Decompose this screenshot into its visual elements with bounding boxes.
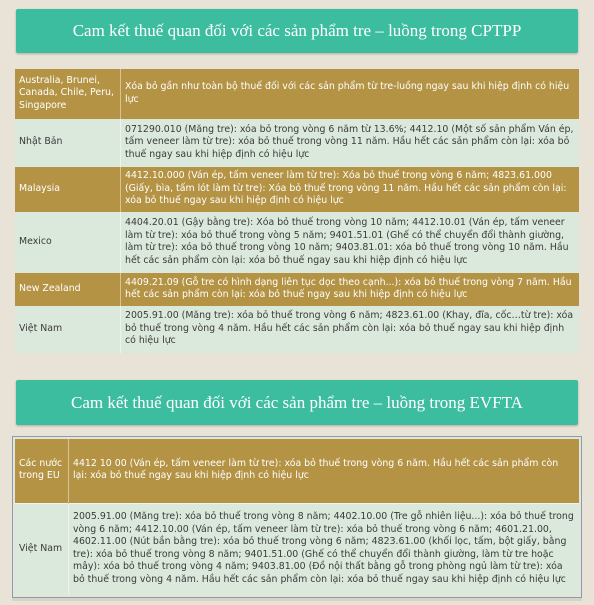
table-row (15, 212, 579, 273)
table-row (15, 69, 579, 119)
table-row (15, 273, 579, 306)
country-cell: Việt Nam (15, 503, 69, 595)
country-cell: Australia, Brunei, Canada, Chile, Peru, Singapore (15, 69, 121, 119)
table-row (15, 306, 579, 353)
table-row (15, 167, 579, 212)
table-row (15, 503, 579, 595)
evfta-title-banner (16, 380, 578, 425)
commitment-cell: 071290.010 (Măng tre): xóa bỏ trong vòng 6 năm từ 13.6%; 4412.10 (Một số sản phẩm Ván ép, tấm veneer làm từ tre): xóa bỏ thuế trong vòng 11 năm. Hầu hết các sản phẩm còn lại: xóa bỏ thuế ngay sau khi hiệp định có hiệu lực (121, 119, 580, 167)
commitment-cell: 4412 10 00 (Ván ép, tấm veneer làm từ tre): xóa bỏ thuế trong vòng 6 năm. Hầu hết các sản phẩm còn lại: xóa bỏ thuế ngay sau khi hiệp định có hiệu lực (69, 439, 580, 503)
commitment-cell: 2005.91.00 (Măng tre): xóa bỏ thuế trong vòng 8 năm; 4402.10.00 (Tre gỗ nhiên liệu...): xóa bỏ thuế trong vòng 6 năm; 4412.10.00 (Ván ép, tấm veneer làm từ tre): xóa bỏ thuế trong vòng 6 năm; 4601.21.00, 4602.11.00 (Nút bần bằng tre): xóa bỏ thuế trong vòng 6 năm; 4823.61.00 (khối lọc, tấm, bột giấy, bằng tre): xóa bỏ thuế trong vòng 8 năm; 9401.51.00 (Ghế có thể chuyển đổi thành giường, làm từ tre hoặc mây): xóa bỏ thuế trong vòng 4 năm; 9403.81.00 (Đồ nội thất bằng gỗ trong phòng ngủ làm từ tre): xóa bỏ thuế trong vòng 4 năm. Hầu hết các sản phẩm còn lại: xóa bỏ thuế ngay sau khi hiệp định có hiệu lực (69, 503, 580, 595)
commitment-cell: Xóa bỏ gần như toàn bộ thuế đối với các sản phẩm từ tre-luồng ngay sau khi hiệp định có hiệu lực (121, 69, 580, 119)
cptpp-title-banner (16, 9, 578, 53)
table-row (15, 439, 579, 503)
commitment-cell: 2005.91.00 (Măng tre): xóa bỏ thuế trong vòng 6 năm; 4823.61.00 (Khay, đĩa, cốc…từ tre): xóa bỏ thuế trong vòng 4 năm. Hầu hết các sản phẩm còn lại: xóa bỏ thuế ngay sau khi hiệp định có hiệu lực (121, 306, 580, 353)
country-cell: Mexico (15, 212, 121, 273)
commitment-cell: 4412.10.000 (Ván ép, tấm veneer làm từ tre): Xóa bỏ thuế trong vòng 6 năm; 4823.61.000 (Giấy, bìa, tấm lót làm từ tre): Xóa bỏ thuế trong vòng 11 năm. Hầu hết các sản phẩm còn lại: xóa bỏ thuế ngay sau khi hiệp định có hiệu lực (121, 167, 580, 212)
cptpp-commitments-table (15, 69, 579, 353)
country-cell: Malaysia (15, 167, 121, 212)
bottom-shadow (12, 598, 582, 601)
table-row (15, 119, 579, 167)
commitment-cell: 4404.20.01 (Gậy bằng tre): Xóa bỏ thuế trong vòng 10 năm; 4412.10.01 (Ván ép, tấm veneer làm từ tre): xóa bỏ thuế trong vòng 5 năm; 9401.51.01 (Ghế có thể chuyển đổi thành giường, làm từ tre): xóa bỏ thuế trong vòng 10 năm; 9403.81.01: xóa bỏ thuế trong vòng 10 năm. Hầu hết các sản phẩm còn lại: xóa bỏ thuế ngay sau khi hiệp định có hiệu lực (121, 212, 580, 273)
evfta-title: Cam kết thuế quan đối với các sản phẩm tre – luồng trong EVFTA (71, 392, 523, 412)
country-cell: Việt Nam (15, 306, 121, 353)
cptpp-title: Cam kết thuế quan đối với các sản phẩm tre – luồng trong CPTPP (72, 21, 522, 40)
evfta-commitments-table (15, 439, 579, 595)
commitment-cell: 4409.21.09 (Gỗ tre có hình dạng liên tục dọc theo cạnh...): xóa bỏ thuế trong vòng 7 năm. Hầu hết các sản phẩm còn lại: xóa bỏ thuế ngay sau khi hiệp định có hiệu lực (121, 273, 580, 306)
country-cell: New Zealand (15, 273, 121, 306)
country-cell: Nhật Bản (15, 119, 121, 167)
country-cell: Các nước trong EU (15, 439, 69, 503)
